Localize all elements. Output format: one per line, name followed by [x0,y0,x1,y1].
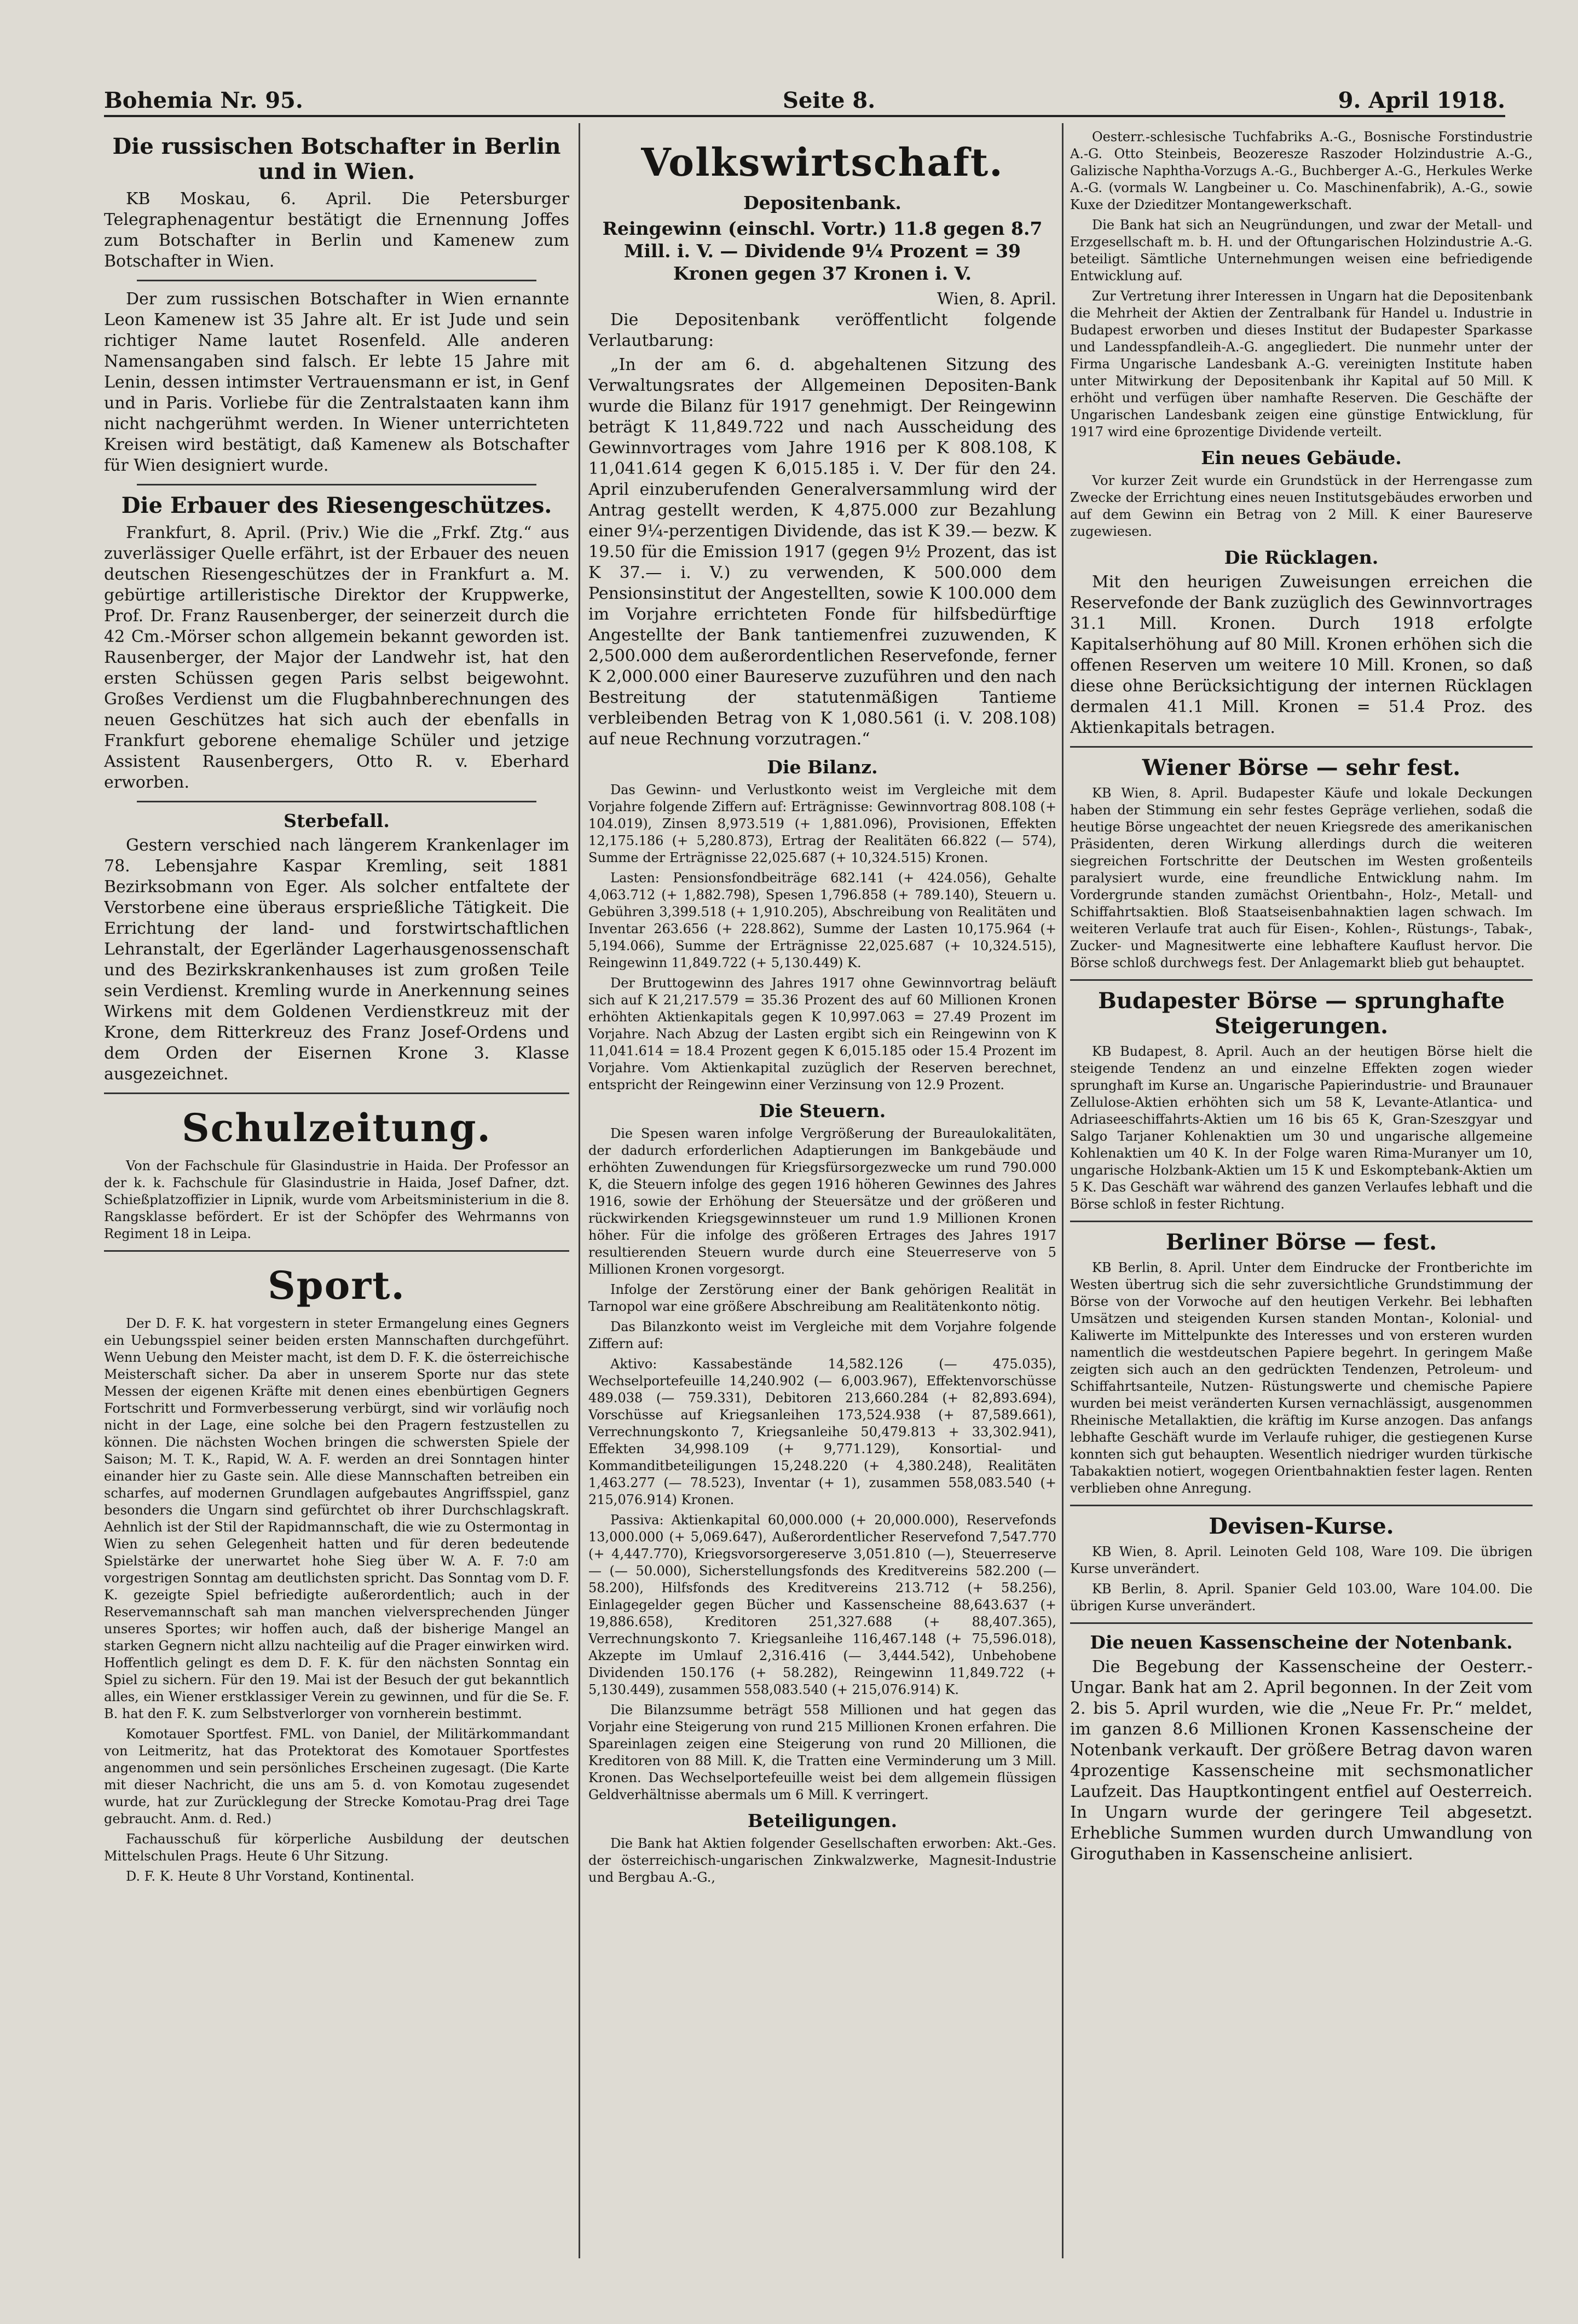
article-subtitle: Die neuen Kassenscheine der Notenbank. [1090,1632,1513,1653]
article-subtitle: Beteiligungen. [747,1810,898,1831]
article-paragraph: Fachausschuß für körperliche Ausbildung der deutschen Mittelschulen Prags. Heute 6 Uhr Sitzung. [104,1831,569,1864]
article-paragraph: Infolge der Zerstörung einer der Bank gehörigen Realität in Tarnopol war eine größere Abschreibung am Realitätenkonto nötig. [588,1282,1056,1314]
divider [104,1250,569,1252]
article-paragraph: Gestern verschied nach längerem Krankenlager im 78. Lebensjahre Kaspar Kremling, seit 1881 Bezirksobmann von Eger. Als solcher entfaltete der Verstorbene eine überaus ersprießliche Tätigkeit. Die Errichtung der land- und forstwirtschaftlichen Lehranstalt, der Egerländer Lagerhausgenossenschaft und des Bezirkskrankenhauses ist zum großen Teile sein Verdienst. Kremling wurde in Anerkennung seines Wirkens mit dem Goldenen Verdienstkreuz mit der Krone, dem Ritterkreuz des Franz Josef-Ordens und dem Orden der Eisernen Krone 3. Klasse ausgezeichnet. [104,836,569,1084]
article-paragraph: KB Budapest, 8. April. Auch an der heutigen Börse hielt die steigende Tendenz an und einzelne Effekten zogen wieder sprunghaft im Kurse an. Ungarische Papierindustrie- und Braunauer Zellulose-Aktien erhöhten sich um 58 K, Levante-Atlantica- und Adriaseeschiffahrts-Aktien um 16 bis 65 K, Gran-Szeszgyar und Salgo Tarjaner Kohlenaktien um 30 und ungarische allgemeine Kohlenaktien um 40 K. In der Folge waren Rima-Muranyer um 10, ungarische Holzbank-Aktien um 15 K und Eskomptebank-Aktien um 5 K. Das Geschäft war während des ganzen Verlaufes lebhaft und die Börse schloß in fester Richtung. [1070,1044,1533,1212]
article-subtitle: Die Bilanz. [767,756,878,778]
article-paragraph: Die Bank hat sich an Neugründungen, und zwar der Metall- und Erzgesellschaft m. b. H. und der Oftungarischen Holzindustrie A.-G. beteiligt. Sämtliche Unternehmungen weisen eine befriedigende Entwicklung auf. [1070,217,1533,284]
section-title: Sport. [268,1263,406,1308]
article-title: Die Erbauer des Riesengeschützes. [121,493,552,518]
article-paragraph: Die Depositenbank veröffentlicht folgende Verlautbarung: [588,310,1056,350]
article-paragraph: Oesterr.-schlesische Tuchfabriks A.-G., Bosnische Forstindustrie A.-G. Otto Steinbeis, Beozeresze Raszoder Holzindustrie A.-G., Galizische Naphtha-Vorzugs A.-G., Buchberger A.-G., Herkules Werke A.-G. (vormals W. Langbeiner u. Co. Maschinenfabrik), A.-G., sowie Kuxe der Dzieditzer Montangewerkschaft. [1070,129,1533,212]
divider [137,484,536,485]
divider [104,1092,569,1094]
article-subtitle: Ein neues Gebäude. [1201,447,1402,469]
article-paragraph: Von der Fachschule für Glasindustrie in Haida. Der Professor an der k. k. Fachschule für Glasindustrie in Haida, Josef Dafner, dzt. Schießplatzoffizier in Lipnik, wurde vom Arbeitsministerium in die 8. Rangsklasse befördert. Er ist der Schöpfer des Wehrmanns von Regiment 18 in Leipa. [104,1158,569,1241]
divider [137,801,536,802]
article-title: Die russischen Botschafter in Berlin und in Wien. [112,134,561,184]
column-left [104,129,569,2275]
divider [1070,1505,1533,1506]
article-paragraph: Mit den heurigen Zuweisungen erreichen die Reservefonde der Bank zuzüglich des Gewinnvortrages 31.1 Mill. Kronen. Durch 1918 erfolgte Kapitalserhöhung auf 80 Mill. Kronen erhöhen sich die offenen Reserven um weitere 10 Mill. Kronen, so daß diese ohne Berücksichtigung der internen Rücklagen dermalen 41.1 Mill. Kronen = 51.4 Proz. des Aktienkapitals betragen. [1070,573,1533,737]
article-paragraph: Die Spesen waren infolge Vergrößerung der Bureaulokalitäten, der dadurch erforderlichen Adaptierungen im Bankgebäude und erhöhten Zuwendungen für Kriegsfürsorgezwecke um rund 790.000 K, die Steuern infolge des gegen 1916 höheren Gewinnes des Jahres 1916, sowie der Erhöhung der Steuersätze und der größeren und rückwirkenden Kriegsgewinnsteuer um rund 1.9 Millionen Kronen höher. Für die infolge des größeren Ertrages des Jahres 1917 resultierenden Steuern wurde durch eine Steuerreserve von 5 Millionen Kronen vorgesorgt. [588,1126,1056,1277]
article-title: Sterbefall. [284,810,390,831]
article-paragraph: Das Gewinn- und Verlustkonto weist im Vergleiche mit dem Vorjahre folgende Ziffern auf: Erträgnisse: Gewinnvortrag 808.108 (+ 104.019), Zinsen 8,973.519 (+ 1,881.096), Provisionen, Effekten 12,175.186 (+ 5,280.873), Ertrag der Realitäten 66.822 (— 574), Summe der Erträgnisse 22,025.687 (+ 10,324.515) Kronen. [588,782,1056,865]
section-title: Schulzeitung. [182,1105,492,1151]
divider [137,280,536,281]
column-divider [1062,123,1063,2258]
divider [1070,746,1533,748]
article-paragraph: „In der am 6. d. abgehaltenen Sitzung des Verwaltungsrates der Allgemeinen Depositen-Bank wurde die Bilanz für 1917 genehmigt. Der Reingewinn beträgt K 11,849.722 und nach Ausscheidung des Gewinnvortrages vom Jahre 1916 per K 808.108, K 11,041.614 gegen K 6,015.185 i. V. Der für den 24. April einzuberufenden Generalversammlung wird der Antrag gestellt werden, K 4,875.000 zur Bezahlung einer 9¼-perzentigen Dividende, das ist K 39.— bezw. K 19.50 für die Emission 1917 (gegen 9½ Prozent, das ist K 37.— i. V.) zu verwenden, K 500.000 dem Pensionsinstitut der Angestellten, sowie K 100.000 dem im Vorjahre errichteten Fonde für hilfsbedürftige Angestellte der Bank tantiemenfrei zuzuwenden, K 2,500.000 dem außerordentlichen Reservefonde, ferner K 2,000.000 einer Baureserve zuzuführen und den nach Bestreitung der statutenmäßigen Tantieme verbleibenden Betrag von K 1,080.561 (i. V. 208.108) auf neue Rechnung vorzutragen.“ [588,355,1056,749]
header-date: 9. April 1918. [1338,88,1505,113]
article-paragraph: KB Moskau, 6. April. Die Petersburger Telegraphenagentur bestätigt die Ernennung Joffes zum Botschafter in Berlin und Kamenew zum Botschafter in Wien. [104,189,569,271]
article-title: Devisen-Kurse. [1209,1513,1394,1539]
article-paragraph: Zur Vertretung ihrer Interessen in Ungarn hat die Depositenbank die Mehrheit der Aktien der Zentralbank für Handel u. Industrie in Budapest erworben und dieses Institut der Budapester Sparkasse und Landesspfandleih-A.-G. angegliedert. Die nunmehr unter der Firma Ungarische Landesbank A.-G. vereinigten Institute haben unter Mitwirkung der Depositenbank ihr Kapital auf 50 Mill. K erhöht und verfügen über namhafte Reserven. Die Geschäfte der Ungarischen Landesbank zeigen eine günstige Entwicklung, für 1917 wird eine 6prozentige Dividende verteilt. [1070,288,1533,440]
section-title: Volkswirtschaft. [641,140,1004,185]
page-header [104,82,1505,117]
article-paragraph: Die Bilanzsumme beträgt 558 Millionen und hat gegen das Vorjahr eine Steigerung von rund 215 Millionen Kronen erfahren. Die Spareinlagen zeigen eine Steigerung von rund 20 Millionen, die Kreditoren von 88 Mill. K, die Tratten eine Verminderung um 3 Mill. Kronen. Das Wechselportefeuille weist bei dem allgemein flüssigen Geldverhältnisse abermals um 6 Mill. K verringert. [588,1702,1056,1802]
divider [1070,1622,1533,1624]
article-subtitle: Die Rücklagen. [1224,547,1379,568]
article-paragraph: D. F. K. Heute 8 Uhr Vorstand, Kontinental. [126,1869,415,1884]
dateline: Wien, 8. April. [937,290,1056,309]
article-paragraph: KB Wien, 8. April. Leinoten Geld 108, Ware 109. Die übrigen Kurse unverändert. [1070,1544,1533,1576]
divider [1070,979,1533,981]
article-title: Budapester Börse — sprunghafte Steigerungen. [1098,988,1505,1039]
article-title: Berliner Börse — fest. [1165,1229,1437,1255]
column-middle [588,129,1056,2275]
article-paragraph: Vor kurzer Zeit wurde ein Grundstück in der Herrengasse zum Zwecke der Errichtung eines neuen Institutsgebäudes erworben und auf dem Gewinn ein Betrag von 2 Mill. K einer Baureserve zugewiesen. [1070,473,1533,539]
article-lead: Reingewinn (einschl. Vortr.) 11.8 gegen 8.7 Mill. i. V. — Dividende 9¼ Prozent = 39 Kronen gegen 37 Kronen i. V. [602,218,1043,284]
article-paragraph: Das Bilanzkonto weist im Vergleiche mit dem Vorjahre folgende Ziffern auf: [588,1319,1056,1351]
column-right [1070,129,1533,2275]
article-paragraph: Der Bruttogewinn des Jahres 1917 ohne Gewinnvortrag beläuft sich auf K 21,217.579 = 35.36 Prozent des auf 60 Millionen Kronen erhöhten Aktienkapitals gegen K 10,997.063 = 27.49 Prozent im Vorjahre. Nach Abzug der Lasten ergibt sich ein Reingewinn von K 11,041.614 = 18.4 Prozent gegen K 6,015.185 oder 15.4 Prozent im Vorjahre. Vom Aktienkapital zuzüglich der Reserven berechnet, entspricht der Reingewinn einer Verzinsung von 12.9 Prozent. [588,975,1056,1092]
article-paragraph: Aktivo: Kassabestände 14,582.126 (— 475.035), Wechselportefeuille 14,240.902 (— 6,003.967), Effektenvorschüsse 489.038 (— 759.331), Debitoren 213,660.284 (+ 82,893.694), Vorschüsse auf Kriegsanleihen 173,524.938 (+ 87,589.661), Verrechnungskonto 7, Kriegsanleihe 50,479.813 + 33,302.941), Effekten 34,998.109 (+ 9,771.129), Konsortial- und Kommanditbeteiligungen 15,248.220 (+ 4,380.248), Realitäten 1,463.277 (— 78.523), Inventar (+ 1), zusammen 558,083.540 (+ 215,076.914) Kronen. [588,1356,1056,1507]
article-title: Wiener Börse — sehr fest. [1142,755,1461,781]
header-page-number: Seite 8. [783,88,876,113]
article-paragraph: Komotauer Sportfest. FML. von Daniel, der Militärkommandant von Leitmeritz, hat das Protektorat des Komotauer Sportfestes angenommen und sein persönliches Erscheinen zugesagt. (Die Karte mit dieser Nachricht, die uns am 5. d. von Komotau zugesendet wurde, hat zur Zurücklegung der Strecke Komotau-Prag drei Tage gebraucht. Anm. d. Red.) [104,1726,569,1826]
article-title: Depositenbank. [743,192,901,213]
header-issue: Bohemia Nr. 95. [104,88,303,113]
article-paragraph: Lasten: Pensionsfondbeiträge 682.141 (+ 424.056), Gehalte 4,063.712 (+ 1,882.798), Spesen 1,796.858 (+ 789.140), Steuern u. Gebühren 3,399.518 (+ 1,910.205), Abschreibung von Realitäten und Inventar 263.656 (+ 228.862), Summe der Lasten 10,175.964 (+ 5,194.066), Summe der Erträgnisse 22,025.687 (+ 10,324.515), Reingewinn 11,849.722 (+ 5,130.449) K. [588,870,1056,970]
article-paragraph: Passiva: Aktienkapital 60,000.000 (+ 20,000.000), Reservefonds 13,000.000 (+ 5,069.647), Außerordentlicher Reservefond 7,547.770 (+ 4,447.770), Kriegsvorsorgereserve 3,051.810 (—), Steuerreserve — (— 50.000), Sicherstellungsfonds des Kreditvereins 582.200 (— 58.200), Hilfsfonds des Kreditvereins 213.712 (+ 58.256), Einlagegelder gegen Bücher und Kassenscheine 88,643.637 (+ 19,886.658), Kreditoren 251,327.688 (+ 88,407.365), Verrechnungskonto 7. Kriegsanleihe 116,467.148 (+ 75,596.018), Akzepte im Umlauf 2,316.416 (— 3,444.542), Unbehobene Dividenden 150.176 (+ 58.282), Reingewinn 11,849.722 (+ 5,130.449), zusammen 558,083.540 (+ 215,076.914) K. [588,1512,1056,1697]
article-paragraph: KB Berlin, 8. April. Spanier Geld 103.00, Ware 104.00. Die übrigen Kurse unverändert. [1070,1581,1533,1614]
article-paragraph: Der D. F. K. hat vorgestern in steter Ermangelung eines Gegners ein Uebungsspiel seiner beiden ersten Mannschaften durchgeführt. Wenn Uebung den Meister macht, ist dem D. F. K. die österreichische Meisterschaft sicher. Da aber in unserem Sporte nur das stete Messen der eigenen Kräfte mit denen eines ebenbürtigen Gegners Fortschritt und Formverbesserung verbürgt, sind wir vorläufig noch nicht in der Lage, eine solche bei den Pragern festzustellen zu können. Die nächsten Wochen bringen die schwersten Spiele der Saison; M. T. K., Rapid, W. A. F. werden an drei Sonntagen hinter einander hier zu Gaste sein. Alle diese Mannschaften betreiben ein scharfes, auf modernen Grundlagen aufgebautes Angriffsspiel, ganz besonders die Ungarn sind gefürchtet ob ihrer Durchschlagskraft. Aehnlich ist der Stil der Rapidmannschaft, die wie zu Ostermontag in Wien zu sehen Gelegenheit hatten und für deren bedeutende Spielstärke der unerwartet hohe Sieg über W. A. F. 7:0 am vorgestrigen Sonntag am deutlichsten spricht. Das Sonntag vom D. F. K. gezeigte Spiel befriedigte außerordentlich; auch in der Reservemannschaft sah man manchen vielversprechenden Jünger unseres Sportes; wir hoffen auch, daß der bisherige Mangel an starken Gegnern nicht allzu nachteilig auf die Prager einwirken wird. Hoffentlich gelingt es dem D. F. K. für den nächsten Sonntag ein Spiel zu sichern. Für den 19. Mai ist der Besuch der gut bekanntlich alles, ein Wiener erstklassiger Verein zu gewinnen, und für die Se. F. B. hat den F. K. zum Selbstverlorger von vornherein bestimmt. [104,1316,569,1721]
article-paragraph: KB Berlin, 8. April. Unter dem Eindrucke der Frontberichte im Westen übertrug sich die sehr zuversichtliche Grundstimmung der Börse von der Vorwoche auf den heutigen Verkehr. Bei lebhaften Umsätzen und steigenden Kursen standen Montan-, Kolonial- und Kaliwerte im Mittelpunkte des Interesses und von ersteren wurden namentlich die westdeutschen Papiere begehrt. In geringem Maße zeigten sich auch an den gedrückten Tendenzen, Petroleum- und Schiffahrtsanteile, Nutzen- Rüstungswerte und chemische Papiere wurden bei meist veränderten Kursen vernachlässigt, ausgenommen Rheinische Metallaktien, die kräftig im Kurse anzogen. Das anfangs lebhafte Geschäft wurde im Verlaufe ruhiger, die gestiegenen Kurse konnten sich gut behaupten. Wesentlich niedriger wurden türkische Tabakaktien notiert, wogegen Orientbahnaktien fester lagen. Renten verblieben ohne Anregung. [1070,1260,1533,1496]
article-paragraph: Der zum russischen Botschafter in Wien ernannte Leon Kamenew ist 35 Jahre alt. Er ist Jude und sein richtiger Name lautet Rosenfeld. Alle anderen Namensangaben sind falsch. Er lebte 15 Jahre mit Lenin, dessen intimster Vertrauensmann er ist, in Genf und in Paris. Vorliebe für die Zentralstaaten kann ihm nicht nachgerühmt werden. In Wiener unterrichteten Kreisen wird bestätigt, daß Kamenew als Botschafter für Wien designiert wurde. [104,290,569,475]
divider [1070,1221,1533,1222]
column-divider [579,123,580,2258]
article-paragraph: KB Wien, 8. April. Budapester Käufe und lokale Deckungen haben der Stimmung ein sehr festes Gepräge verliehen, sodaß die heutige Börse ungeachtet der neuen Kriegsrede des amerikanischen Präsidenten, deren Wirkung allerdings durch die weiteren siegreichen Fortschritte der Deutschen im Westen großenteils paralysiert wurde, eine freundliche Entwicklung nahm. Im Vordergrunde standen zumächst Orientbahn-, Holz-, Metall- und Schiffahrtsaktien. Bloß Staatseisenbahnaktien lagen schwach. Im weiteren Verlaufe trat auch für Eisen-, Kohlen-, Rüstungs-, Tabak-, Zucker- und Magnesitwerte eine lebhaftere Kauflust hervor. Die Börse schloß durchwegs fest. Der Anlagemarkt blieb gut behauptet. [1070,785,1533,970]
article-paragraph: Die Bank hat Aktien folgender Gesellschaften erworben: Akt.-Ges. der österreichisch-ungarischen Zinkwalzwerke, Magnesit-Industrie und Bergbau A.-G., [588,1836,1056,1885]
article-subtitle: Die Steuern. [759,1100,886,1121]
article-paragraph: Die Begebung der Kassenscheine der Oesterr.-Ungar. Bank hat am 2. April begonnen. In der Zeit vom 2. bis 5. April wurden, wie die „Neue Fr. Pr.“ meldet, im ganzen 8.6 Millionen Kronen Kassenscheine der Notenbank verkauft. Der größere Betrag davon waren 4prozentige Kassenscheine mit sechsmonatlicher Laufzeit. Das Hauptkontingent entfiel auf Oesterreich. In Ungarn wurde der geringere Teil abgesetzt. Erhebliche Summen wurden durch Umwandlung von Giroguthaben in Kassenscheine anlisiert. [1070,1657,1533,1864]
article-paragraph: Frankfurt, 8. April. (Priv.) Wie die „Frkf. Ztg.“ aus zuverlässiger Quelle erfährt, ist der Erbauer des neuen deutschen Riesengeschützes der in Frankfurt a. M. gebürtige artilleristische Direktor der Kruppwerke, Prof. Dr. Franz Rausenberger, der seinerzeit durch die 42 Cm.-Mörser schon allgemein bekannt geworden ist. Rausenberger, der Major der Landwehr ist, hat den ersten Schüssen gegen Paris selbst beigewohnt. Großes Verdienst um die Flugbahnberechnungen des neuen Geschützes hat sich auch der ebenfalls in Frankfurt geborene ehemalige Schüler und jetzige Assistent Rausenbergers, Otto R. v. Eberhard erworben. [104,523,569,792]
